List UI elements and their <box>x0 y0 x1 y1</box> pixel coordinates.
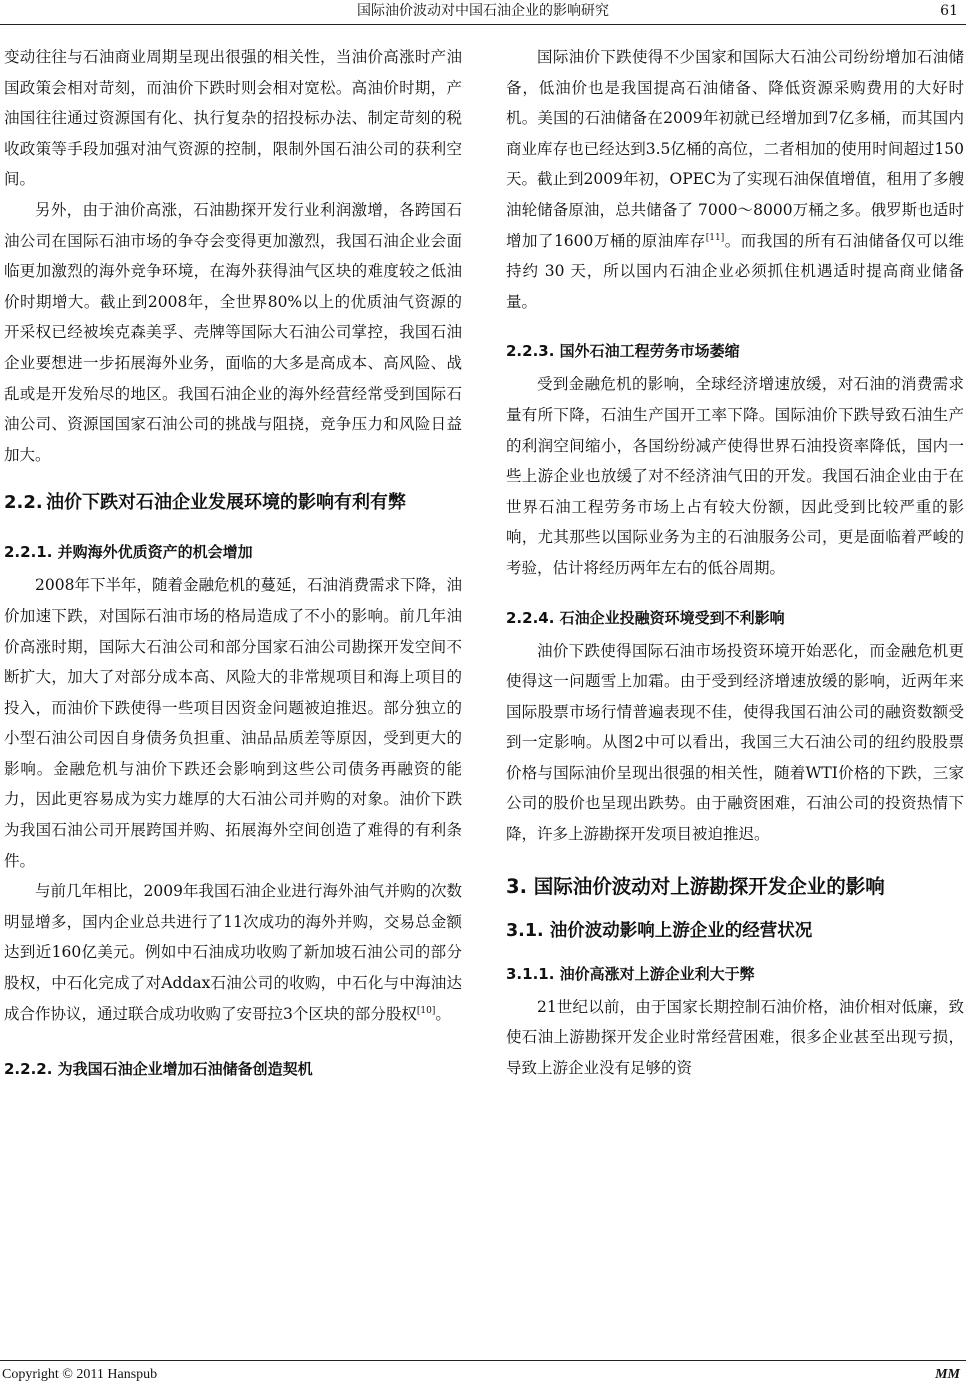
paragraph-text: 与前几年相比，2009年我国石油企业进行海外油气并购的次数明显增多，国内企业总共进行了11次成功的海外并购，交易总金额达到近160亿美元。例如中石油成功收购了新加坡石油公司的部分股权，中石化完成了对Addax石油公司的收购，中石化与中海油达成合作协议，通过联合成功收购了安哥拉3个区块的部分股权 <box>4 882 462 1023</box>
subsection-heading-2-2-3: 2.2.3. 国外石油工程劳务市场萎缩 <box>506 342 740 361</box>
subsection-heading-2-2-4: 2.2.4. 石油企业投融资环境受到不利影响 <box>506 608 785 627</box>
paragraph: 21世纪以前，由于国家长期控制石油价格，油价相对低廉，致使石油上游勘探开发企业时常经营困难，很多企业甚至出现亏损，导致上游企业没有足够的资 <box>506 997 964 1077</box>
page-footer <box>0 1360 966 1387</box>
citation-ref: [11] <box>705 232 725 243</box>
journal-abbrev: MM <box>935 1367 960 1382</box>
section-title: 油价下跌对石油企业发展环境的影响有利有弊 <box>46 492 406 514</box>
paragraph: 另外，由于油价高涨，石油勘探开发行业利润激增，各跨国石油公司在国际石油市场的争夺会变得更加激烈，我国石油企业会面临更加激烈的海外竞争环境，在海外获得油气区块的难度较之低油价时期增大。截止到2008年，全世界80%以上的优质油气资源的开采权已经被埃克森美孚、壳牌等国际大石油公司掌控，我国石油企业要想进一步拓展海外业务，面临的大多是高成本、高风险、战乱或是开发殆尽的地区。我国石油企业的海外经营经常受到国际石油公司、资源国国家石油公司的挑战与阻挠，竞争压力和风险日益加大。 <box>4 200 462 464</box>
paragraph-text: 国际油价下跌使得不少国家和国际大石油公司纷纷增加石油储备，低油价也是我国提高石油储备、降低资源采购费用的大好时机。美国的石油储备在2009年初就已经增加到7亿多桶，而其国内商业库存也已经达到3.5亿桶的高位，二者相加的使用时间超过150天。截止到2009年初，OPEC为了实现石油保值增值，租用了多艘油轮储备原油，总共储备了 7000～8000万桶之多。俄罗斯也适时增加了1600万桶的原油库存 <box>506 48 964 250</box>
subsection-heading-2-2-2: 2.2.2. 为我国石油企业增加石油储备创造契机 <box>4 1060 313 1079</box>
paragraph: 2008年下半年，随着金融危机的蔓延，石油消费需求下降，油价加速下跌，对国际石油市场的格局造成了不小的影响。前几年油价高涨时期，国际大石油公司和部分国家石油公司勘探开发空间不断扩大，加大了对部分成本高、风险大的非常规项目和海上项目的投入，而油价下跌使得一些项目因资金问题被迫推迟。部分独立的小型石油公司因自身债务负担重、油品品质差等原因，受到更大的影响。金融危机与油价下跌还会影响到这些公司债务再融资的能力，因此更容易成为实力雄厚的大石油公司并购的对象。油价下跌为我国石油公司开展跨国并购、拓展海外空间创造了难得的有利条件。 <box>4 576 462 870</box>
copyright-notice: Copyright © 2011 Hanspub <box>2 1367 158 1382</box>
paragraph <box>506 42 964 317</box>
right-column <box>506 42 964 1083</box>
section-heading-3-1: 3.1. 油价波动影响上游企业的经营状况 <box>506 920 813 941</box>
running-header <box>0 0 966 25</box>
page-number: 61 <box>940 3 958 19</box>
paragraph: 变动往往与石油商业周期呈现出很强的相关性，当油价高涨时产油国政策会相对苛刻，而油价下跌时则会相对宽松。高油价时期，产油国往往通过资源国有化、执行复杂的招投标办法、制定苛刻的税收政策等手段加强对油气资源的控制，限制外国石油公司的获利空间。 <box>4 48 462 189</box>
paragraph: 受到金融危机的影响，全球经济增速放缓，对石油的消费需求量有所下降，石油生产国开工率下降。国际油价下跌导致石油生产的利润空间缩小，各国纷纷减产使得世界石油投资率降低，国内一些上游企业也放缓了对不经济油气田的开发。我国石油企业由于在世界石油工程劳务市场上占有较大份额，因此受到比较严重的影响，尤其那些以国际业务为主的石油服务公司，更是面临着严峻的考验，估计将经历两年左右的低谷周期。 <box>506 375 964 577</box>
left-column <box>4 42 462 1087</box>
paragraph: 油价下跌使得国际石油市场投资环境开始恶化，而金融危机更使得这一问题雪上加霜。由于受到经济增速放缓的影响，近两年来国际股票市场行情普遍表现不佳，使得我国石油公司的融资数额受到一定影响。从图2中可以看出，我国三大石油公司的纽约股股票价格与国际油价呈现出很强的相关性，随着WTI价格的下跌，三家公司的股价也呈现出跌势。由于融资困难，石油公司的投资热情下降，许多上游勘探开发项目被迫推迟。 <box>506 641 964 844</box>
subsection-heading-3-1-1: 3.1.1. 油价高涨对上游企业利大于弊 <box>506 964 755 983</box>
section-heading-2-2 <box>4 488 462 518</box>
paragraph-text: 。而我国的所有石油储备仅可以维持约 30 天，所以国内石油企业必须抓住机遇适时提高商业储备量。 <box>506 231 964 311</box>
section-heading-3: 3. 国际油价波动对上游勘探开发企业的影响 <box>506 874 885 898</box>
paragraph-end: 。 <box>435 1004 451 1023</box>
running-title: 国际油价波动对中国石油企业的影响研究 <box>357 3 609 19</box>
paragraph <box>4 876 462 1029</box>
section-number: 2.2. <box>4 492 43 514</box>
subsection-heading-2-2-1: 2.2.1. 并购海外优质资产的机会增加 <box>4 543 253 562</box>
citation-ref: [10] <box>416 1005 436 1016</box>
